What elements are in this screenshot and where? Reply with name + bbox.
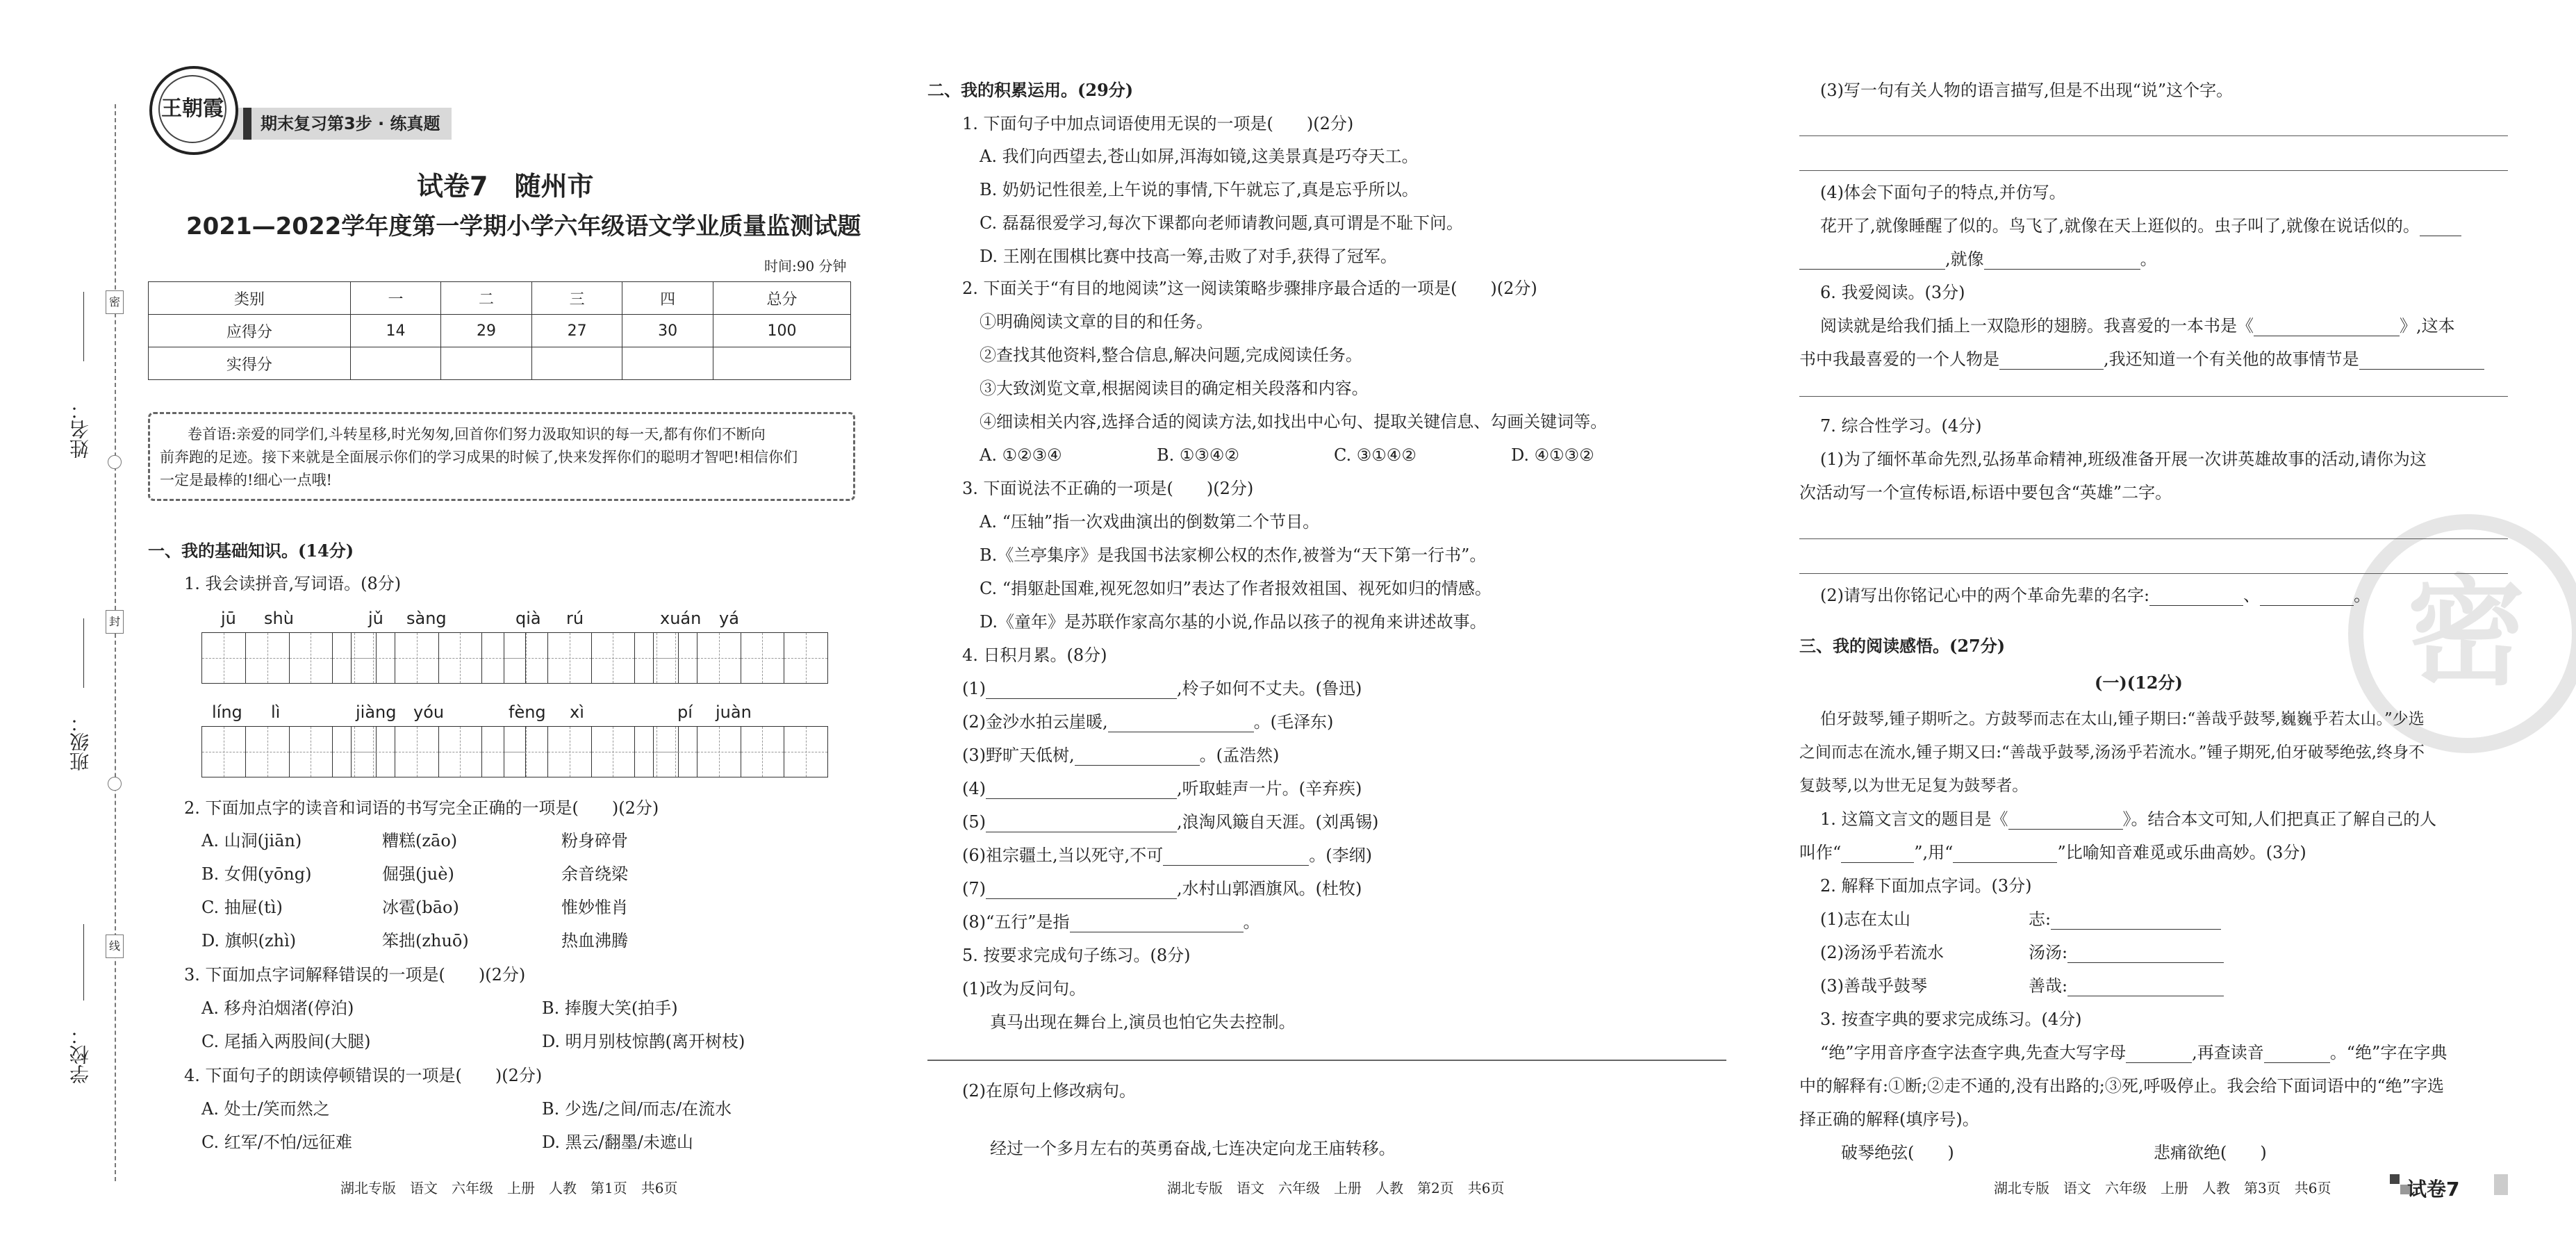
pinyin: jū	[221, 609, 236, 628]
option: A. ①②③④	[980, 445, 1062, 465]
pinyin: fèng	[509, 702, 546, 722]
question: 1. 我会读拼音,写词语。(8分)	[184, 574, 402, 593]
school-field[interactable]	[83, 924, 84, 1001]
pinyin: qià	[515, 609, 541, 628]
table-cell: 总分	[713, 282, 850, 315]
option: A. 山洞(jiān)	[201, 831, 302, 850]
table-row	[149, 315, 851, 347]
option: C. 红军/不怕/远征难	[201, 1133, 352, 1152]
name-label: 姓名：	[69, 400, 92, 459]
answer-line[interactable]	[1799, 573, 2508, 574]
binding-mark-xian: 线	[106, 935, 124, 958]
section-heading: 二、我的积累运用。(29分)	[927, 80, 1134, 100]
page-footer: 湖北专版 语文 六年级 上册 人教 第1页 共6页	[340, 1180, 678, 1196]
option: 余音绕梁	[561, 864, 628, 884]
option: 笨拙(zhuō)	[382, 931, 469, 950]
option: 糟糕(zāo)	[382, 831, 458, 850]
sentence: “绝”字用音序查字法查字典,先查大写字母 ,再查读音 。“绝”字在字典	[1820, 1043, 2447, 1062]
score-input-cell[interactable]	[441, 347, 532, 380]
pinyin: rú	[566, 609, 584, 628]
question: 4. 下面句子的朗读停顿错误的一项是( )(2分)	[184, 1066, 543, 1085]
poem-item: (6)祖宗疆土,当以死守,不可 。(李纲)	[962, 846, 1372, 865]
binding-mark-mi: 密	[106, 290, 124, 314]
sentence: 书中我最喜爱的一个人物是 ,我还知道一个有关他的故事情节是	[1799, 349, 2484, 370]
table-cell: 实得分	[149, 347, 351, 380]
question: 2. 解释下面加点字词。(3分)	[1820, 876, 2032, 896]
phrase-word: 汤汤:	[2029, 942, 2224, 963]
score-input-cell[interactable]	[713, 347, 850, 380]
option: A. 移舟泊烟渚(停泊)	[201, 998, 354, 1018]
question: 1. 这篇文言文的题目是《 》。结合本文可知,人们把真正了解自己的人	[1820, 809, 2437, 829]
binding-dashed-line	[115, 104, 116, 1181]
passage-line: 复鼓琴,以为世无足复为鼓琴者。	[1799, 777, 2029, 795]
sentence: 经过一个多月左右的英勇奋战,七连决定向龙王庙转移。	[990, 1139, 1396, 1158]
writing-grid[interactable]	[653, 632, 828, 684]
binding-mark-feng: 封	[106, 610, 124, 634]
answer-blank[interactable]	[2254, 319, 2400, 336]
pinyin: jǔ	[368, 609, 383, 628]
binding-hole	[108, 455, 122, 469]
paper-title: 试卷7 随州市	[417, 171, 594, 201]
table-cell: 应得分	[149, 315, 351, 347]
answer-blank[interactable]	[986, 782, 1177, 799]
writing-grid[interactable]	[653, 726, 828, 777]
question: 4. 日积月累。(8分)	[962, 645, 1107, 665]
pinyin: shù	[264, 609, 294, 628]
option: B.《兰亭集序》是我国书法家柳公权的杰作,被誉为“天下第一行书”。	[980, 545, 1487, 565]
option: 热血沸腾	[561, 931, 628, 950]
poem-item: (8)“五行”是指 。	[962, 912, 1260, 932]
table-cell: 一	[350, 282, 441, 315]
reading-title: (一)(12分)	[2095, 673, 2183, 693]
answer-blank[interactable]	[1163, 848, 1309, 866]
pinyin: juàn	[716, 702, 752, 722]
option: D. ④①③②	[1511, 445, 1594, 465]
sentence: ,就像 。	[1799, 249, 2157, 270]
option: B. 奶奶记性很差,上午说的事情,下午就忘了,真是忘乎所以。	[980, 180, 1419, 199]
phrase: (3)善哉乎鼓琴	[1820, 976, 1927, 996]
class-label: 班级：	[69, 713, 92, 771]
answer-blank[interactable]	[1841, 846, 1914, 863]
step-item: ②查找其他资料,整合信息,解决问题,完成阅读任务。	[980, 345, 1362, 365]
question: 6. 我爱阅读。(3分)	[1820, 283, 1965, 302]
name-field[interactable]	[83, 292, 84, 361]
pinyin: sàng	[406, 609, 447, 628]
answer-blank[interactable]	[2051, 912, 2221, 930]
answer-blank[interactable]	[2420, 219, 2461, 236]
exam-time: 时间:90 分钟	[764, 258, 847, 274]
answer-blank[interactable]	[1999, 352, 2104, 370]
exam-title: 2021—2022学年度第一学期小学六年级语文学业质量监测试题	[186, 213, 861, 240]
binding-margin	[0, 0, 125, 1243]
answer-blank[interactable]	[1075, 748, 1200, 766]
answer-blank[interactable]	[986, 682, 1177, 699]
option: 粉身碎骨	[561, 831, 628, 850]
answer-line[interactable]	[1799, 135, 2508, 136]
corner-square	[2390, 1174, 2400, 1184]
option: B. ①③④②	[1157, 445, 1239, 465]
pinyin: yóu	[413, 702, 445, 722]
option: 倔强(juè)	[382, 864, 454, 884]
question: 3. 按查字典的要求完成练习。(4分)	[1820, 1010, 2082, 1029]
sentence: 花开了,就像睡醒了似的。鸟飞了,就像在天上逛似的。虫子叫了,就像在说话似的。	[1820, 215, 2461, 236]
question: 3. 下面说法不正确的一项是( )(2分)	[962, 479, 1254, 498]
sentence: 中的解释有:①断;②走不通的,没有出路的;③死,呼吸停止。我会给下面词语中的“绝”字选	[1799, 1076, 2445, 1096]
table-cell: 三	[531, 282, 622, 315]
answer-blank[interactable]	[1070, 915, 1244, 932]
sentence: (1)为了缅怀革命先烈,弘扬革命精神,班级准备开展一次讲英雄故事的活动,请你为这	[1820, 450, 2427, 469]
phrase-word: 善哉:	[2029, 976, 2224, 996]
passage-line: 之间而志在流水,锺子期又曰:“善哉乎鼓琴,汤汤乎若流水。”锺子期死,伯牙破琴绝弦,终身不	[1799, 743, 2425, 762]
question: 2. 下面加点字的读音和词语的书写完全正确的一项是( )(2分)	[184, 798, 659, 818]
step-banner-accent	[243, 108, 251, 140]
sub-question: (1)改为反问句。	[962, 979, 1086, 998]
option: D. 王刚在围棋比赛中技高一筹,击败了对手,获得了冠军。	[980, 247, 1397, 266]
section-heading: 三、我的阅读感悟。(27分)	[1799, 636, 2006, 656]
poem-item: (2)金沙水拍云崖暖, 。(毛泽东)	[962, 712, 1334, 732]
answer-blank[interactable]	[2149, 588, 2243, 606]
step-label: 期末复习第3步 · 练真题	[261, 114, 440, 133]
answer-blank[interactable]	[986, 882, 1177, 899]
question: 叫作“ ”,用“ ”比喻知音难觅或乐曲高妙。(3分)	[1799, 843, 2306, 862]
answer-blank[interactable]	[2260, 588, 2354, 606]
answer-blank[interactable]	[2067, 979, 2224, 996]
school-label: 学校：	[69, 1026, 92, 1084]
table-cell: 二	[441, 282, 532, 315]
poem-item: (5) ,浪淘风簸自天涯。(刘禹锡)	[962, 812, 1379, 832]
brand-logo-text: 王朝霞	[158, 75, 226, 143]
word-item[interactable]: 破琴绝弦( )	[1841, 1143, 1954, 1162]
option: B. 捧腹大笑(拍手)	[542, 998, 678, 1018]
answer-line[interactable]	[927, 1060, 1726, 1061]
question: 1. 下面句子中加点词语使用无误的一项是( )(2分)	[962, 114, 1354, 133]
writing-grid[interactable]	[351, 632, 526, 684]
page-footer: 湖北专版 语文 六年级 上册 人教 第2页 共6页	[1167, 1180, 1505, 1196]
answer-blank[interactable]	[2264, 1046, 2330, 1063]
option: D. 旗帜(zhì)	[201, 931, 297, 950]
paper-tag: 试卷7	[2407, 1178, 2460, 1201]
option: C. ③①④②	[1334, 445, 1417, 465]
option: 冰雹(bāo)	[382, 898, 459, 917]
sentence: 择正确的解释(填序号)。	[1799, 1110, 1979, 1129]
binding-hole	[108, 777, 122, 791]
seal-watermark-text: 密	[2406, 563, 2525, 702]
step-item: ④细读相关内容,选择合适的阅读方法,如找出中心句、提取关键信息、勾画关键词等。	[980, 412, 1608, 431]
option: D. 黑云/翻墨/未遮山	[542, 1133, 693, 1152]
sub-question: (4)体会下面句子的特点,并仿写。	[1820, 183, 2066, 202]
table-cell: 27	[531, 315, 622, 347]
table-cell: 29	[441, 315, 532, 347]
pinyin: jiàng	[356, 702, 397, 722]
answer-blank[interactable]	[2008, 812, 2123, 830]
table-cell: 14	[350, 315, 441, 347]
table-cell: 30	[622, 315, 713, 347]
answer-blank[interactable]	[1108, 715, 1254, 732]
word-item[interactable]: 悲痛欲绝( )	[2154, 1143, 2267, 1162]
pinyin: yá	[719, 609, 739, 628]
table-cell: 四	[622, 282, 713, 315]
table-row	[149, 347, 851, 380]
answer-line[interactable]	[1799, 170, 2508, 171]
option: B. 少选/之间/而志/在流水	[542, 1099, 732, 1119]
answer-blank[interactable]	[2067, 946, 2224, 963]
poem-item: (3)野旷天低树, 。(孟浩然)	[962, 746, 1280, 765]
pinyin: lì	[271, 702, 281, 722]
section-heading: 一、我的基础知识。(14分)	[148, 541, 354, 561]
option: A. 我们向西望去,苍山如屏,洱海如镜,这美景真是巧夺天工。	[980, 147, 1419, 166]
question: 5. 按要求完成句子练习。(8分)	[962, 946, 1191, 965]
answer-blank[interactable]	[1953, 846, 2057, 863]
step-item: ①明确阅读文章的目的和任务。	[980, 312, 1213, 331]
pinyin: líng	[212, 702, 242, 722]
score-input-cell[interactable]	[531, 347, 622, 380]
preface-line: 前奔跑的足迹。接下来就是全面展示你们的学习成果的时候了,快来发挥你们的聪明才智吧!相信你们	[160, 449, 798, 466]
table-cell: 类别	[149, 282, 351, 315]
score-table	[148, 281, 851, 380]
option: A. 处士/笑而然之	[201, 1099, 330, 1119]
preface-line: 一定是最棒的!细心一点哦!	[160, 472, 332, 488]
sentence: 真马出现在舞台上,演员也怕它失去控制。	[990, 1012, 1296, 1032]
option: B. 女佣(yōng)	[201, 864, 312, 884]
option: C. 尾插入两股间(大腿)	[201, 1032, 371, 1051]
preface-line: 卷首语:亲爱的同学们,斗转星移,时光匆匆,回首你们努力汲取知识的每一天,都有你们不断向	[188, 426, 766, 443]
option: C. 抽屉(tì)	[201, 898, 283, 917]
option: C. “捐躯赴国难,视死忽如归”表达了作者报效祖国、视死如归的情感。	[980, 579, 1492, 598]
sub-question: (2)在原句上修改病句。	[962, 1081, 1136, 1101]
option: A. “压轴”指一次戏曲演出的倒数第二个节目。	[980, 512, 1320, 532]
answer-blank[interactable]	[2126, 1046, 2192, 1063]
option: D.《童年》是苏联作家高尔基的小说,作品以孩子的视角来讲述故事。	[980, 612, 1487, 632]
class-field[interactable]	[83, 618, 84, 688]
score-table-header	[149, 282, 851, 315]
answer-blank[interactable]	[1984, 252, 2140, 270]
poem-item: (7) ,水村山郭酒旗风。(杜牧)	[962, 879, 1362, 898]
question: 3. 下面加点字词解释错误的一项是( )(2分)	[184, 965, 526, 985]
option: D. 明月别枝惊鹊(离开树枝)	[542, 1032, 745, 1051]
answer-blank[interactable]	[1799, 252, 1945, 270]
table-cell: 100	[713, 315, 850, 347]
sentence: (2)请写出你铭记心中的两个革命先辈的名字: 、 。	[1820, 586, 2371, 605]
answer-blank[interactable]	[986, 815, 1177, 832]
step-item: ③大致浏览文章,根据阅读目的确定相关段落和内容。	[980, 379, 1369, 398]
poem-item: (1) ,柃子如何不丈夫。(鲁迅)	[962, 679, 1362, 698]
pinyin: xuán	[660, 609, 702, 628]
answer-blank[interactable]	[2359, 352, 2484, 370]
phrase-word: 志:	[2029, 909, 2221, 930]
passage-line: 伯牙鼓琴,锺子期听之。方鼓琴而志在太山,锺子期曰:“善哉乎鼓琴,巍巍乎若太山。”少选	[1820, 710, 2425, 728]
sentence: 次活动写一个宣传标语,标语中要包含“英雄”二字。	[1799, 483, 2172, 502]
pinyin: xì	[570, 702, 584, 722]
pinyin: pí	[677, 702, 693, 722]
answer-line[interactable]	[1799, 538, 2508, 539]
score-input-cell[interactable]	[622, 347, 713, 380]
sentence: 阅读就是给我们插上一双隐形的翅膀。我喜爱的一本书是《 》,这本	[1820, 316, 2455, 336]
page-footer: 湖北专版 语文 六年级 上册 人教 第3页 共6页	[1994, 1180, 2331, 1196]
phrase: (2)汤汤乎若流水	[1820, 943, 1944, 962]
question: 2. 下面关于“有目的地阅读”这一阅读策略步骤排序最合适的一项是( )(2分)	[962, 279, 1537, 298]
writing-grid[interactable]	[351, 726, 526, 777]
answer-line[interactable]	[1799, 396, 2508, 397]
poem-item: (4) ,听取蛙声一片。(辛弃疾)	[962, 779, 1362, 798]
score-input-cell[interactable]	[350, 347, 441, 380]
corner-block	[2494, 1174, 2508, 1195]
sub-question: (3)写一句有关人物的语言描写,但是不出现“说”这个字。	[1820, 81, 2234, 100]
option: C. 磊磊很爱学习,每次下课都向老师请教问题,真可谓是不耻下问。	[980, 213, 1464, 233]
phrase: (1)志在太山	[1820, 909, 1910, 929]
question: 7. 综合性学习。(4分)	[1820, 416, 1982, 436]
option: 惟妙惟肖	[561, 898, 628, 917]
